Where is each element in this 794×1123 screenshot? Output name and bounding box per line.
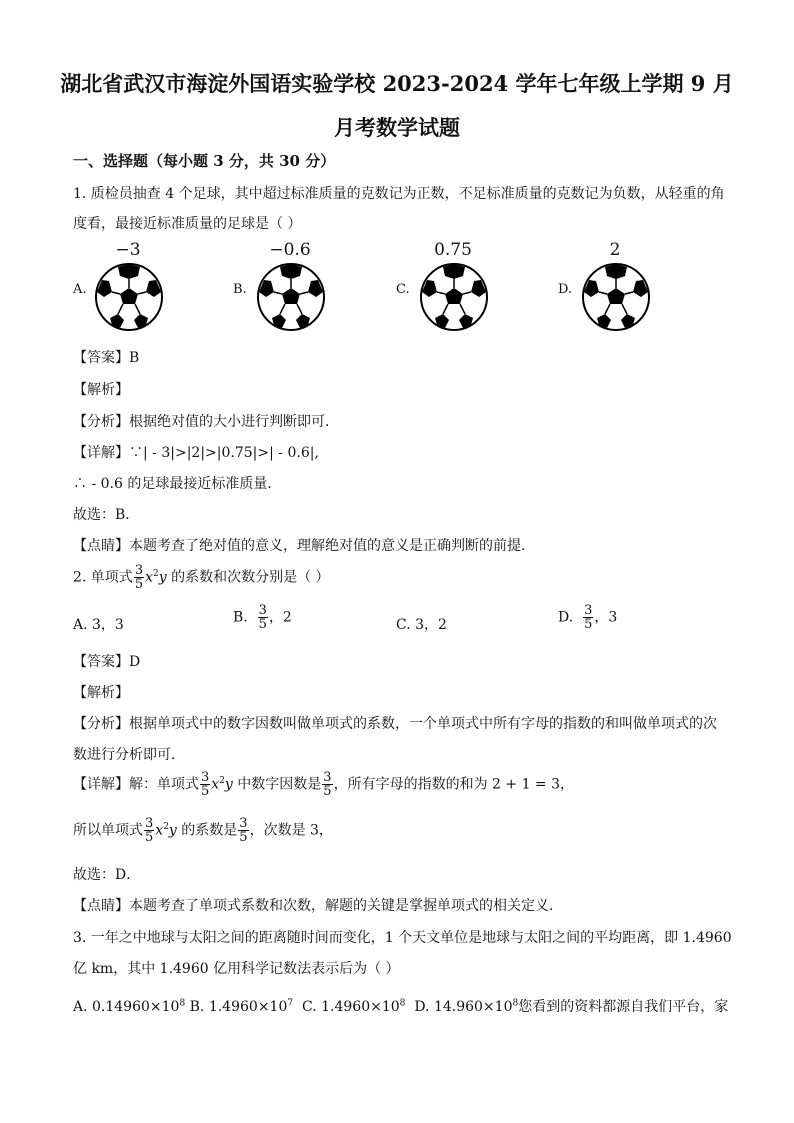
soccer-ball-icon	[94, 262, 164, 332]
q3-stem-line2: 亿 km，其中 1.4960 亿用科学记数法表示后为（ ）	[73, 961, 400, 977]
q2-choose: 故选：D．	[73, 867, 141, 883]
q3-trailing-text: 您看到的资料都源自我们平台，家	[518, 999, 729, 1015]
q2-option-c: C. 3，2	[396, 617, 447, 633]
soccer-ball-icon	[581, 262, 651, 332]
q1-choose: 故选：B．	[73, 507, 140, 523]
option-a-value: −3	[115, 240, 141, 260]
title-line-2: 月考数学试题	[334, 115, 460, 140]
title-line-1: 湖北省武汉市海淀外国语实验学校 2023-2024 学年七年级上学期 9 月	[60, 71, 734, 96]
q2-fenxi-line2: 数进行分析即可．	[73, 747, 185, 763]
soccer-ball-icon	[419, 262, 489, 332]
q2-option-d: D. $\frac{3}{5}$ ，3	[558, 603, 618, 632]
option-d-label: D.	[558, 282, 573, 297]
q3-option-a: A. $0.14960\times 10^8$	[73, 998, 186, 1015]
q1-answer: 【答案】B	[73, 350, 140, 366]
q1-dianjing: 【点睛】本题考查了绝对值的意义，理解绝对值的意义是正确判断的前提．	[73, 538, 535, 554]
option-c-value: 0.75	[434, 240, 472, 260]
q3-option-d: D. $14.960\times 10^8$	[414, 998, 519, 1015]
q3-option-b: B. $1.4960\times 10^7$	[189, 998, 294, 1015]
q1-fenxi: 【分析】根据绝对值的大小进行判断即可．	[73, 414, 339, 430]
q1-xiangjie: 【详解】∵| - 3|>|2|>|0.75|>| - 0.6|,	[73, 445, 319, 461]
fraction: $\frac{3}{5}$	[134, 563, 144, 592]
q2-option-b: B. $\frac{3}{5}$ ，2	[233, 603, 292, 632]
q2-analysis-tag: 【解析】	[73, 685, 129, 701]
q2-option-a: A. 3，3	[73, 617, 124, 633]
option-b-value: −0.6	[269, 240, 311, 260]
q1-analysis-tag: 【解析】	[73, 382, 129, 398]
option-d-value: 2	[609, 240, 621, 260]
option-a-label: A.	[73, 282, 87, 297]
option-b-label: B.	[233, 282, 247, 297]
q2-fenxi-line1: 【分析】根据单项式中的数字因数叫做单项式的系数，一个单项式中所有字母的指数的和叫做单项式的次	[73, 716, 717, 732]
q3-options	[73, 996, 728, 1016]
q2-dianjing: 【点睛】本题考查了单项式系数和次数，解题的关键是掌握单项式的相关定义．	[73, 898, 563, 914]
q2-answer: 【答案】D	[73, 654, 141, 670]
q2-stem: 2. 单项式 $\frac{3}{5}$ $x^2y$ 的系数和次数分别是（ ）	[73, 563, 330, 592]
q1-therefore: ∴ - 0.6 的足球最接近标准质量．	[73, 476, 282, 492]
q1-stem-line2: 度看，最接近标准质量的足球是（ ）	[73, 216, 302, 232]
q1-stem-line1: 1. 质检员抽查 4 个足球，其中超过标准质量的克数记为正数，不足标准质量的克数记为负数，从轻重的角	[73, 186, 725, 202]
q3-option-c: C. $1.4960\times 10^8$	[302, 998, 406, 1015]
option-c-label: C.	[396, 282, 410, 297]
q2-xiangjie: 【详解】解：单项式 $\frac{3}{5}$ $x^2y$ 中数字因数是 $\frac{3}{5}$ ，所有字母的指数的和为 2 + 1 = 3，	[73, 770, 575, 799]
q2-line-so: 所以单项式 $\frac{3}{5}$ $x^2y$ 的系数是 $\frac{3}{5}$ ，次数是 3，	[73, 816, 333, 845]
soccer-ball-icon	[256, 262, 326, 332]
q3-stem-line1: 3. 一年之中地球与太阳之间的距离随时间而变化，1 个天文单位是地球与太阳之间的平均距离，即 1.4960	[73, 930, 732, 946]
section-heading: 一、选择题（每小题 3 分，共 30 分）	[73, 152, 336, 170]
